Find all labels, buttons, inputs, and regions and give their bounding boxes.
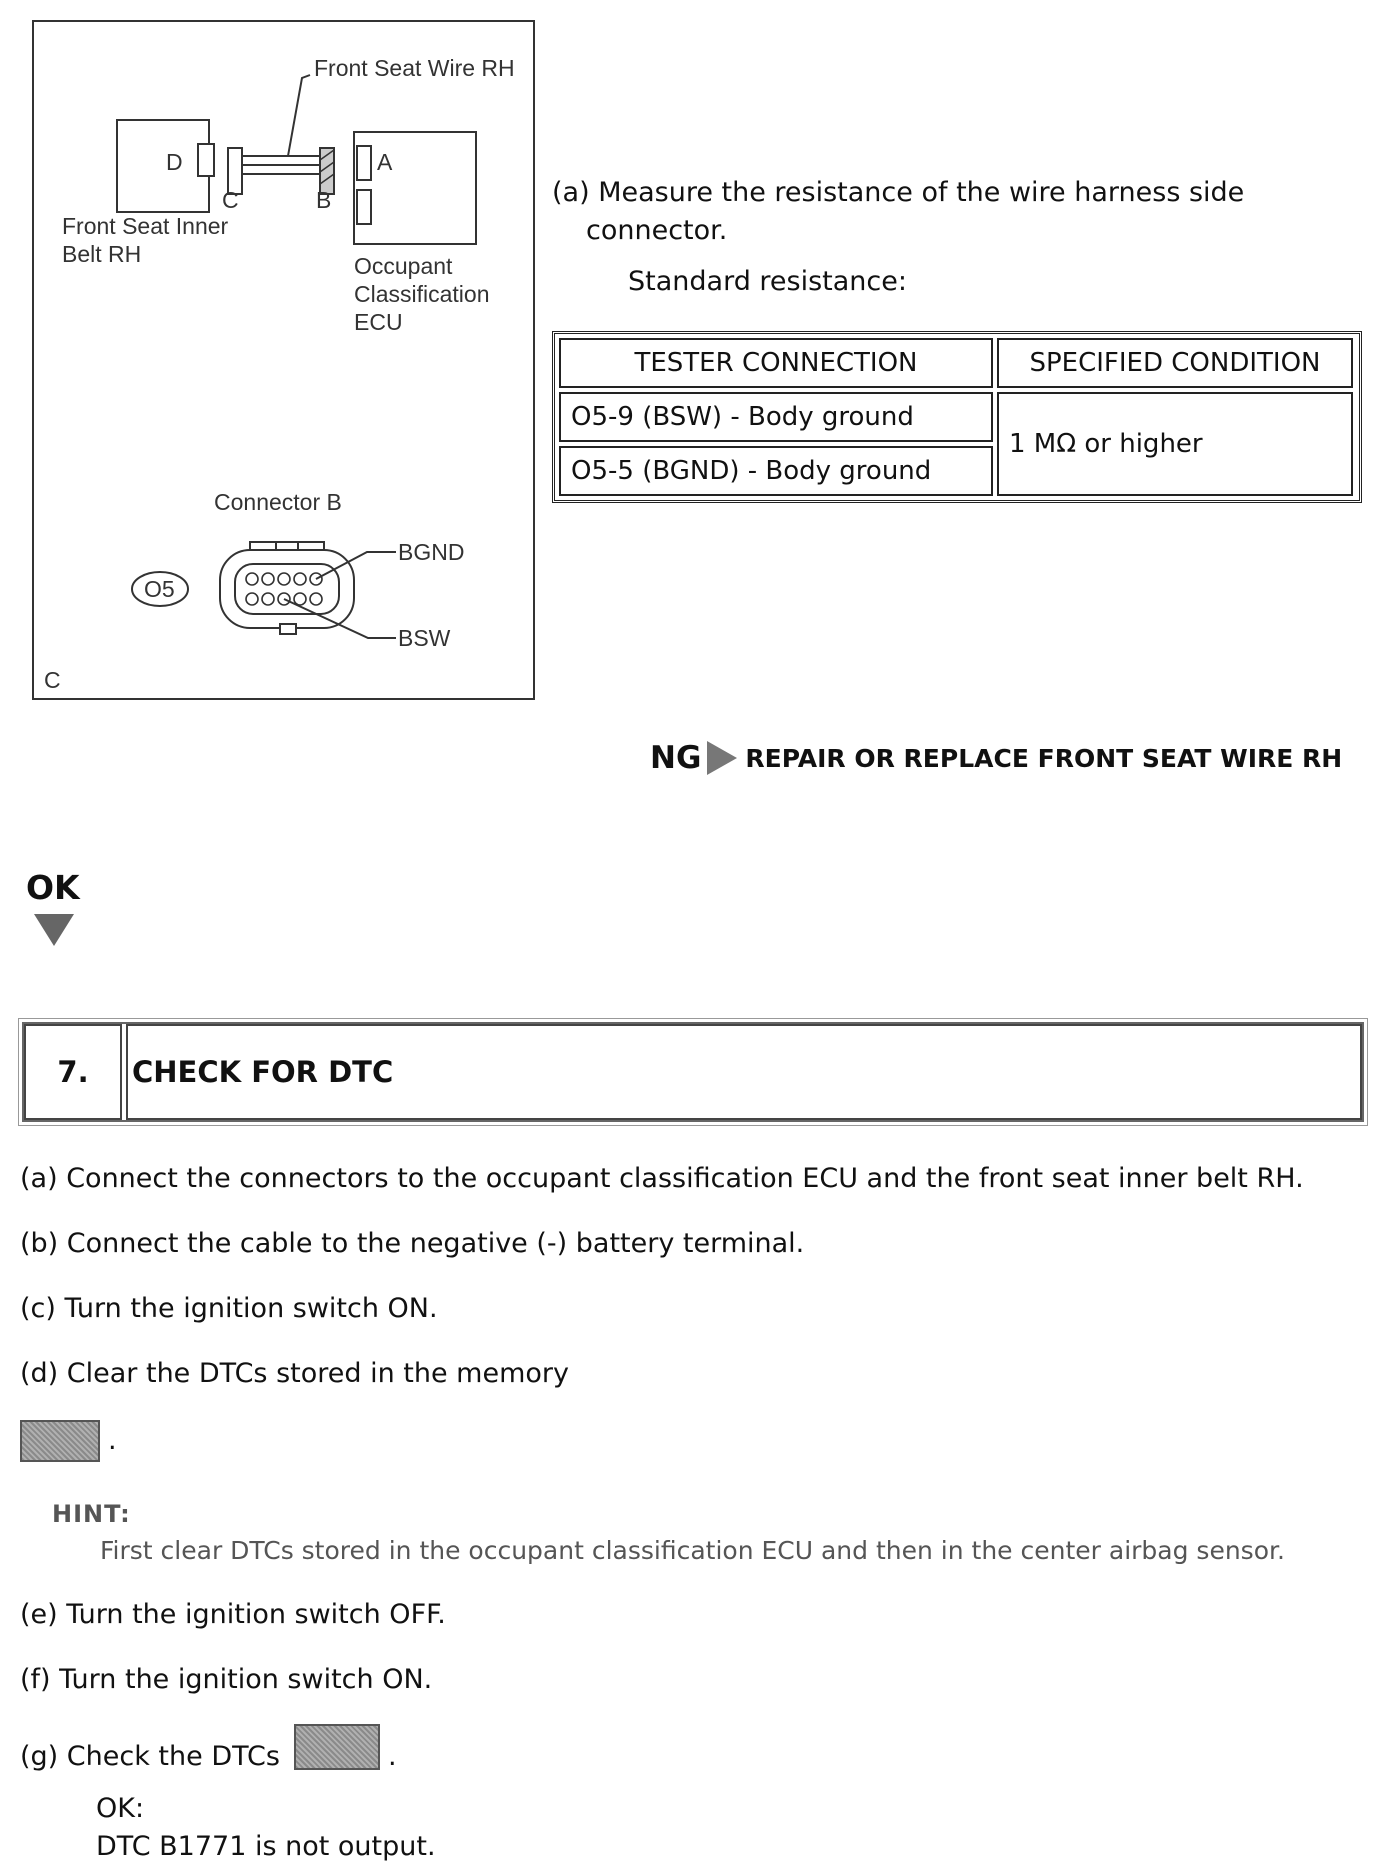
label-ecu-3: ECU [354, 309, 403, 335]
label-pin-bsw: BSW [398, 625, 451, 651]
step-7-header [22, 1022, 1364, 1122]
label-a: A [377, 149, 393, 175]
connector-face [235, 564, 339, 614]
label-corner: C [44, 667, 61, 693]
table-cell-condition: 1 MΩ or higher [997, 392, 1353, 496]
table-row-bgnd: O5-5 (BGND) - Body ground [559, 446, 993, 496]
table-header-tester: TESTER CONNECTION [559, 338, 993, 388]
label-ecu-2: Classification [354, 281, 490, 307]
period-after-clear: . [108, 1425, 117, 1456]
hint-text: First clear DTCs stored in the occupant classification ECU and then in the center airbag sensor. [100, 1536, 1285, 1565]
table-row-bsw: O5-9 (BSW) - Body ground [559, 392, 993, 442]
label-ecu-1: Occupant [354, 253, 453, 279]
ok-text: DTC B1771 is not output. [96, 1831, 436, 1862]
label-c: C [222, 187, 239, 213]
label-connector-title: Connector B [214, 489, 342, 515]
clear-dtc-button-icon[interactable] [20, 1420, 100, 1462]
wiring-diagram-svg [32, 20, 535, 700]
label-pin-bgnd: BGND [398, 539, 465, 565]
label-d: D [166, 149, 183, 175]
step-title: CHECK FOR DTC [126, 1024, 1362, 1120]
period-after-check: . [388, 1741, 397, 1772]
wiring-diagram [32, 20, 535, 700]
step-item-b: (b) Connect the cable to the negative (-) battery terminal. [20, 1228, 805, 1259]
ok-label: OK [26, 868, 80, 907]
table-header-condition: SPECIFIED CONDITION [997, 338, 1353, 388]
ng-arrow-icon [707, 741, 737, 775]
inner-belt-box [117, 120, 209, 212]
step-item-d: (d) Clear the DTCs stored in the memory [20, 1358, 569, 1389]
ok-arrow-icon [34, 914, 74, 946]
check-dtc-button-icon[interactable] [294, 1724, 380, 1770]
hint-title: HINT: [52, 1500, 131, 1528]
label-front-seat-wire: Front Seat Wire RH [314, 55, 515, 81]
step-item-e: (e) Turn the ignition switch OFF. [20, 1599, 446, 1630]
label-b: B [316, 187, 332, 213]
ng-result [650, 740, 1342, 776]
step-item-f: (f) Turn the ignition switch ON. [20, 1664, 433, 1695]
step-number: 7. [24, 1024, 122, 1120]
step-item-g: (g) Check the DTCs [20, 1741, 280, 1772]
ok-title: OK: [96, 1793, 145, 1824]
ng-label: NG [650, 740, 702, 776]
connector-d-block [198, 144, 214, 176]
step-item-a: (a) Connect the connectors to the occupant classification ECU and the front seat inner belt RH. [20, 1163, 1304, 1194]
spec-table [552, 331, 1362, 503]
measure-step: (a) Measure the resistance of the wire harness side [552, 177, 1245, 208]
label-inner-belt-1: Front Seat Inner [62, 213, 229, 239]
measure-step-cont: connector. [586, 215, 728, 246]
connector-a-slot-2 [357, 190, 371, 224]
connector-a-slot-1 [357, 146, 371, 180]
step-item-c: (c) Turn the ignition switch ON. [20, 1293, 438, 1324]
label-connector-id: O5 [144, 576, 175, 602]
ng-action: REPAIR OR REPLACE FRONT SEAT WIRE RH [745, 743, 1343, 773]
standard-resistance-label: Standard resistance: [628, 266, 907, 297]
ecu-box [354, 132, 476, 244]
label-inner-belt-2: Belt RH [62, 241, 142, 267]
